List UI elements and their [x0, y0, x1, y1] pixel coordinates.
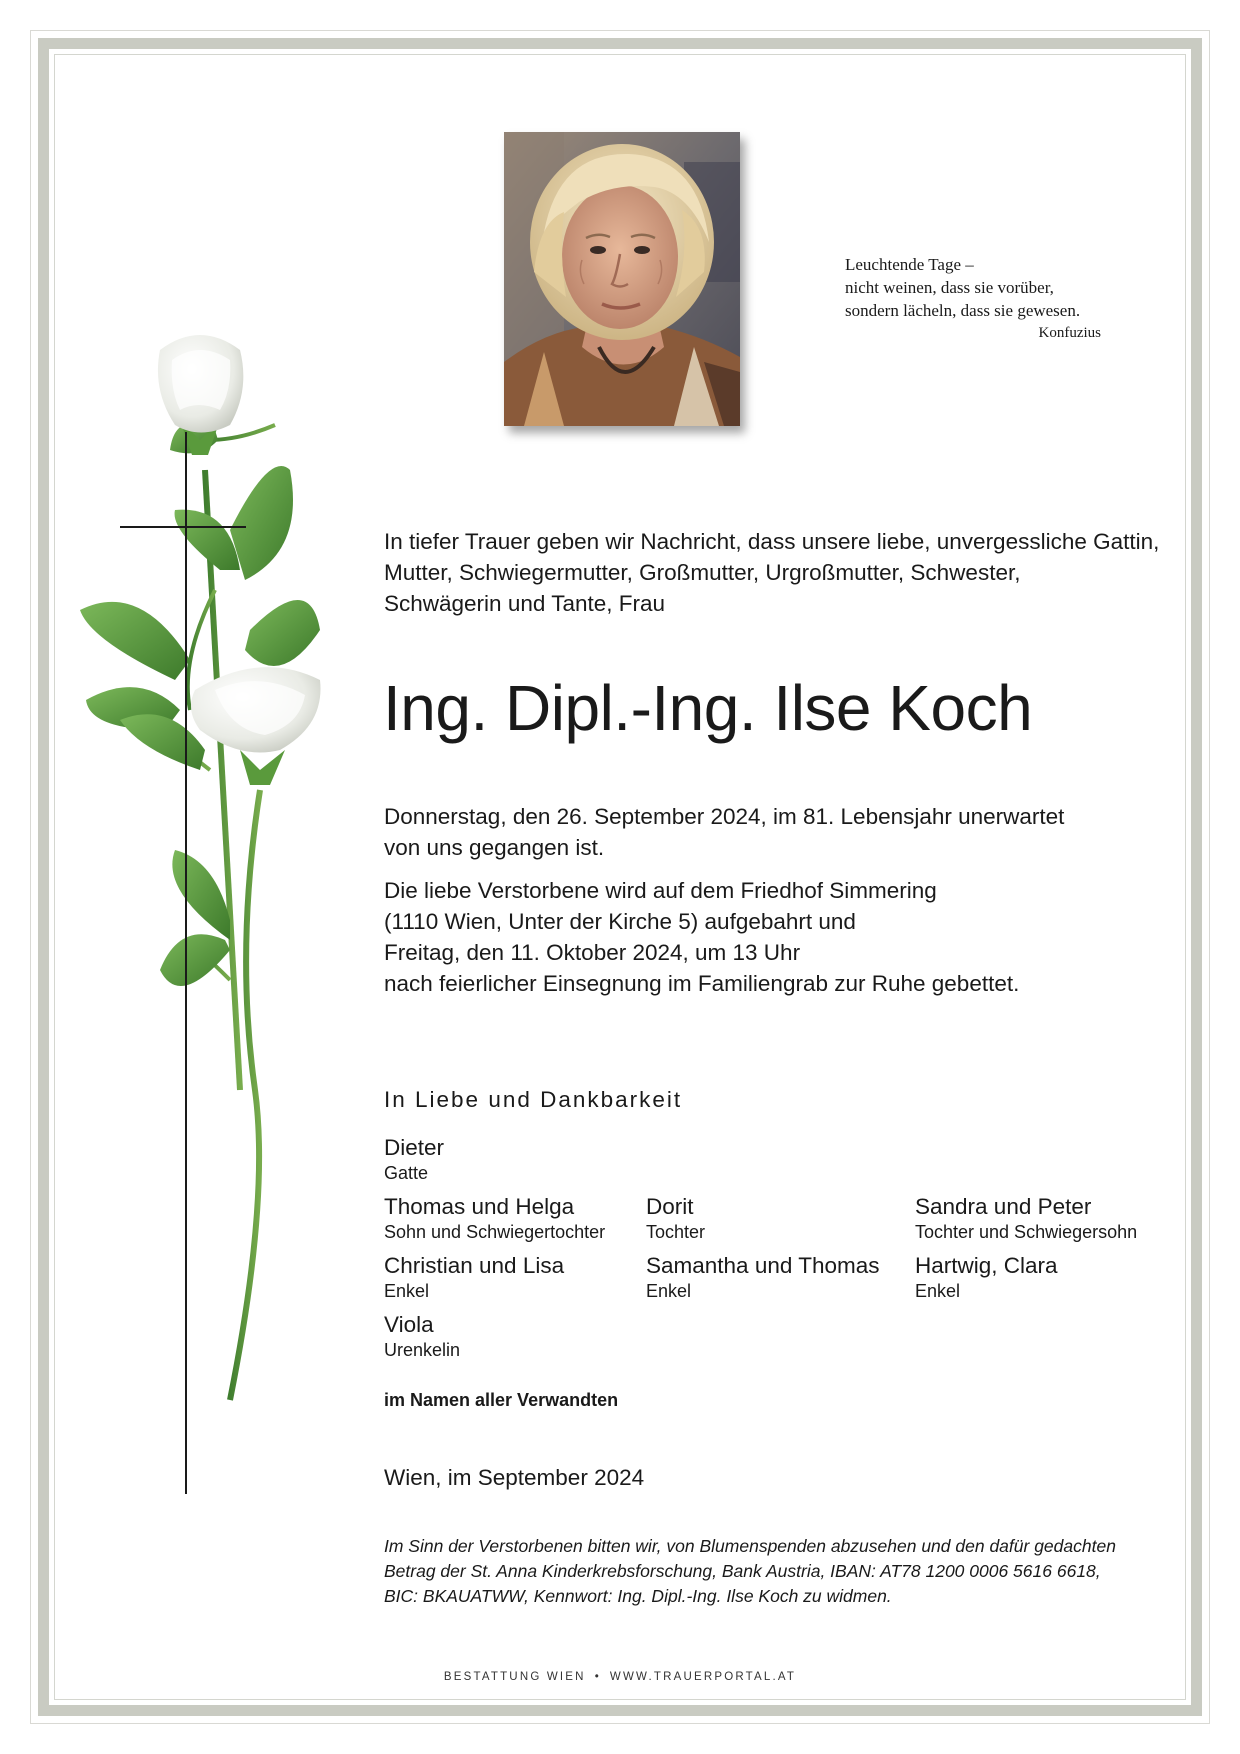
- mourner-role: Gatte: [384, 1163, 429, 1183]
- mourner-entry: [915, 1252, 1058, 1302]
- cross-icon-horizontal: [120, 526, 246, 528]
- mourner-name: Sandra und Peter: [915, 1194, 1092, 1219]
- funeral-notice-line: Freitag, den 11. Oktober 2024, um 13 Uhr: [384, 940, 801, 965]
- mourner-name: Thomas und Helga: [384, 1194, 575, 1219]
- funeral-notice-line: Die liebe Verstorbene wird auf dem Friedhof Simmering: [384, 878, 937, 903]
- mourner-role: Sohn und Schwiegertochter: [384, 1222, 606, 1242]
- mourner-name: Dieter: [384, 1135, 445, 1160]
- mourner-role: Urenkelin: [384, 1340, 461, 1360]
- mourner-entry: [384, 1193, 605, 1243]
- mourner-name: Viola: [384, 1312, 434, 1337]
- intro-line: In tiefer Trauer geben wir Nachricht, dass unsere liebe, unvergessliche Gattin,: [384, 529, 1160, 554]
- donation-line: Im Sinn der Verstorbenen bitten wir, von Blumenspenden abzusehen und den dafür gedachten: [384, 1536, 1116, 1556]
- death-notice-line: Donnerstag, den 26. September 2024, im 81. Lebensjahr unerwartet: [384, 804, 1065, 829]
- mourner-entry: [384, 1311, 460, 1361]
- mourner-role: Enkel: [384, 1281, 430, 1301]
- death-notice-line: von uns gegangen ist.: [384, 835, 605, 860]
- mourner-entry: [646, 1193, 705, 1243]
- mourner-name: Samantha und Thomas: [646, 1253, 880, 1278]
- funeral-notice-line: nach feierlicher Einsegnung im Familiengrab zur Ruhe gebettet.: [384, 971, 1020, 996]
- mourner-entry: [384, 1134, 444, 1184]
- cross-icon-vertical: [185, 432, 187, 1494]
- mourner-entry: [646, 1252, 879, 1302]
- donation-line: Betrag der St. Anna Kinderkrebsforschung, Bank Austria, IBAN: AT78 1200 0006 5616 6618,: [384, 1561, 1101, 1581]
- footer: [0, 1671, 1240, 1683]
- mourner-name: Christian und Lisa: [384, 1253, 565, 1278]
- intro-line: Mutter, Schwiegermutter, Großmutter, Urgroßmutter, Schwester,: [384, 560, 1021, 585]
- mourner-name: Hartwig, Clara: [915, 1253, 1058, 1278]
- quote-author: Konfuzius: [1038, 325, 1101, 341]
- mourner-entry: [384, 1252, 564, 1302]
- footer-website[interactable]: WWW.TRAUERPORTAL.AT: [609, 1671, 797, 1683]
- intro-text: [384, 526, 1160, 619]
- death-notice: [384, 801, 1144, 863]
- quote-line: nicht weinen, dass sie vorüber,: [845, 278, 1054, 297]
- donation-note: [384, 1534, 1174, 1609]
- funeral-notice: [384, 875, 1144, 999]
- mourner-role: Enkel: [646, 1281, 692, 1301]
- mourner-role: Tochter und Schwiegersohn: [915, 1222, 1138, 1242]
- footer-company: BESTATTUNG WIEN: [443, 1671, 586, 1683]
- quote-block: [845, 253, 1105, 345]
- portrait-photo: [504, 132, 740, 426]
- mourner-name: Dorit: [646, 1194, 694, 1219]
- intro-line: Schwägerin und Tante, Frau: [384, 591, 666, 616]
- closing-line: im Namen aller Verwandten: [384, 1390, 619, 1410]
- place-date: Wien, im September 2024: [384, 1465, 645, 1490]
- white-rose-illustration: [80, 330, 360, 1410]
- donation-line: BIC: BKAUATWW, Kennwort: Ing. Dipl.-Ing. Ilse Koch zu widmen.: [384, 1586, 892, 1606]
- mourner-role: Tochter: [646, 1222, 706, 1242]
- funeral-notice-line: (1110 Wien, Unter der Kirche 5) aufgebahrt und: [384, 909, 856, 934]
- quote-line: Leuchtende Tage –: [845, 255, 974, 274]
- quote-line: sondern lächeln, dass sie gewesen.: [845, 301, 1081, 320]
- mourner-entry: [915, 1193, 1137, 1243]
- mourner-role: Enkel: [915, 1281, 961, 1301]
- thanks-heading: In Liebe und Dankbarkeit: [384, 1087, 683, 1112]
- deceased-name: Ing. Dipl.-Ing. Ilse Koch: [383, 672, 1033, 744]
- footer-separator: •: [594, 1671, 601, 1683]
